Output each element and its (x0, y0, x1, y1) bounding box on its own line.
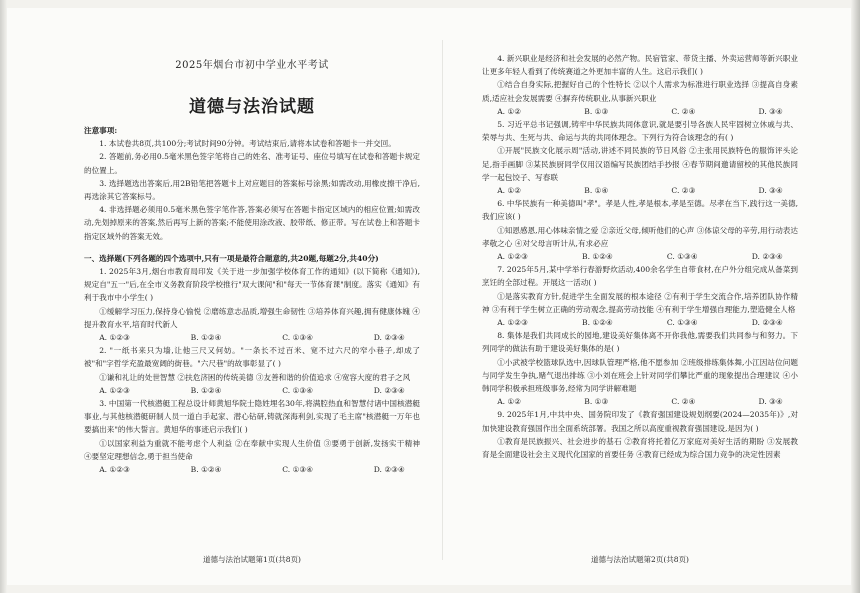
q4-option-d: D. ③④ (758, 106, 783, 116)
q1-points: ①缓解学习压力,保持身心愉悦 ②磨练意志品质,增强生命韧性 ③培养体育兴趣,拥有健康体魄 ④提升教育水平,培育时代新人 (84, 306, 420, 329)
q6-option-b: B. ①②④ (581, 252, 613, 262)
q7-option-b: B. ①②④ (581, 318, 613, 328)
q3-option-a: A. ①②③ (99, 465, 130, 475)
page-1 (84, 124, 420, 476)
q2-stem: 2. "一纸书来只为墙,让他三尺又何妨。"一条长不过百米、宽不过六尺的窄小巷子,却成了被"和"字哲学充盈最宽阔的街巷。"六尺巷"的故事彰显了( ) (84, 346, 420, 369)
scan-edge-left (0, 0, 7, 593)
q7-points: ①是落实教育方针,促进学生全面发展的根本途径 ②有利于学生交流合作,培养团队协作精神 ③有利于学生树立正确的劳动观念,提高劳动技能 ④有利于学生增强自理能力,塑造健全人格 (482, 291, 798, 314)
q4-options (482, 105, 798, 118)
q7-stem: 7. 2025年5月,某中学举行春游野炊活动,400余名学生自带食材,在户外分组完成从备菜到烹饪的全部过程。开展这一活动( ) (482, 265, 798, 288)
q6-option-c: C. ①③④ (666, 252, 698, 262)
page-1-footer: 道德与法治试题第1页(共8页) (203, 555, 301, 564)
q2-option-b: B. ①②④ (190, 385, 222, 395)
section-heading: 一、选择题(下列各题的四个选项中,只有一项是最符合题意的,共20题,每题2分,共40分) (84, 253, 379, 263)
notice-heading: 注意事项: (84, 126, 118, 135)
q5-option-d: D. ③④ (758, 186, 783, 196)
page-2-footer: 道德与法治试题第2页(共8页) (591, 555, 689, 564)
q2-option-a: A. ①②③ (99, 385, 130, 395)
q5-options (482, 184, 798, 197)
exam-title: 2025年烟台市初中学业水平考试 (175, 60, 329, 71)
q5-option-b: B. ①④ (584, 186, 609, 196)
scan-edge-right (851, 0, 860, 593)
page-2 (482, 52, 798, 461)
q8-options (482, 395, 798, 408)
q7-options (482, 316, 798, 329)
q7-option-d: D. ②③④ (751, 318, 783, 328)
q6-option-d: D. ②③④ (751, 252, 783, 262)
subject-title: 道德与法治试题 (189, 97, 315, 117)
q5-option-c: C. ②③ (671, 186, 696, 196)
q2-options (84, 384, 420, 397)
q8-stem: 8. 集体是我们共同成长的园地,建设美好集体离不开你我他,需要我们共同参与和努力。下列同学的做法有助于建设美好集体的是( ) (482, 331, 798, 354)
q3-option-c: C. ①③④ (282, 465, 314, 475)
q3-stem: 3. 中国第一代核潜艇工程总设计师黄旭华院士隐姓埋名30年,将满腔热血和智慧付诸中国核潜艇事业,与其他核潜艇研制人员一道白手起家、潜心钻研,铸就深海利剑,实现了毛主席"核潜艇一万年也要搞出来"的伟大誓言。黄旭华的事迹启示我们( ) (84, 399, 420, 435)
q8-option-c: C. ②④ (671, 397, 696, 407)
q3-option-d: D. ②③④ (373, 465, 405, 475)
q1-options (84, 331, 420, 344)
q1-stem: 1. 2025年3月,烟台市教育局印发《关于进一步加强学校体育工作的通知》(以下简称《通知》),规定自"五一"后,在全市义务教育阶段学校推行"双大课间"和"每天一节体育课"制度。落实《通知》有利于我市中小学生( ) (84, 267, 420, 303)
q1-option-d: D. ②③④ (373, 333, 405, 343)
q6-option-a: A. ①②③ (497, 252, 528, 262)
q4-option-b: B. ①③ (584, 106, 609, 116)
notice-4: 4. 非选择题必须用0.5毫米黑色签字笔作答,答案必须写在答题卡指定区域内的相应位置;如需改动,先划掉原来的答案,然后再写上新的答案;不能使用涂改液、胶带纸、修正带。写在试卷上和答题卡指定区域外的答案无效。 (84, 205, 420, 241)
q3-points: ①以国家利益为重就不能考虑个人利益 ②在奉献中实现人生价值 ③要勇于创新,发扬实干精神 ④要坚定理想信念,勇于担当使命 (84, 438, 420, 461)
q4-stem: 4. 新兴职业是经济和社会发展的必然产物。民宿管家、带货主播、外卖运营师等新兴职业让更多年轻人看到了传统赛道之外更加丰富的人生。这启示我们( ) (482, 54, 798, 77)
q7-option-a: A. ①②③ (497, 318, 528, 328)
q2-points: ①谦和礼让的处世智慧 ②扶危济困的传统美德 ③友善和谐的价值追求 ④宽容大度的君子之风 (99, 372, 411, 382)
q6-options (482, 250, 798, 263)
q1-option-b: B. ①②④ (190, 333, 222, 343)
q8-option-a: A. ①② (497, 397, 522, 407)
q2-option-d: D. ②③④ (373, 385, 405, 395)
q1-option-c: C. ①③④ (282, 333, 314, 343)
q5-stem: 5. 习近平总书记强调,铸牢中华民族共同体意识,就是要引导各族人民牢固树立休戚与共、荣辱与共、生死与共、命运与共的共同体理念。下列行为符合该理念的有( ) (482, 120, 798, 143)
q4-option-c: C. ②④ (671, 106, 696, 116)
q3-option-b: B. ①②④ (190, 465, 222, 475)
notice-3: 3. 选择题选出答案后,用2B铅笔把答题卡上对应题目的答案标号涂黑;如需改动,用橡皮擦干净后,再选涂其它答案标号。 (84, 178, 420, 202)
q9-stem: 9. 2025年1月,中共中央、国务院印发了《教育强国建设规划纲要(2024—2035年)》,对加快建设教育强国作出全面系统部署。我国之所以高度重视教育强国建设,是因为( ) (482, 410, 798, 433)
q8-option-d: D. ③④ (758, 397, 783, 407)
q8-option-b: B. ①③ (584, 397, 609, 407)
q5-points: ①开展"民族文化展示周"活动,讲述不同民族的节日风俗 ②主张用民族特色的服饰评头论足,指手画脚 ③某民族厨同学仅用汉语编写民族团结手抄报 ④春节期间邀请留校的其他民族同学一起包饺子、写春联 (482, 146, 798, 182)
q5-option-a: A. ①② (497, 186, 522, 196)
q1-option-a: A. ①②③ (99, 333, 130, 343)
q3-options (84, 463, 420, 476)
q9-points: ①教育是民族振兴、社会进步的基石 ②教育将托着亿万家庭对美好生活的期盼 ③发展教育是全面建设社会主义现代化国家的首要任务 ④教育已经成为综合国力竞争的决定性因素 (482, 436, 798, 460)
notice-1: 1. 本试卷共8页,共100分;考试时间90分钟。考试结束后,请将本试卷和答题卡一并交回。 (99, 139, 396, 149)
q4-option-a: A. ①② (497, 106, 522, 116)
notice-2: 2. 答题前,务必用0.5毫米黑色签字笔将自己的姓名、准考证号、座位号填写在试卷和答题卡规定的位置上。 (84, 152, 420, 175)
q2-option-c: C. ①③④ (282, 385, 314, 395)
q6-stem: 6. 中华民族有一种美德叫"孝"。孝是人性,孝是根本,孝是至德。尽孝在当下,践行这一美德,我们应该( ) (482, 199, 798, 222)
q8-points: ①小武被学校篮球队选中,因球队管理严格,他不愿参加 ②班级排练集体舞,小江因站位问题与同学发生争执,赌气退出排练 ③小刘在班会上针对同学们攀比严重的现象提出合理建议 ④小韩同学积极承担班级事务,经常为同学讲解难题 (482, 357, 798, 394)
q4-points: ①结合自身实际,把握好自己的个性特长 ②以个人需求为标准进行职业选择 ③提高自身素质,适应社会发展需要 ④摒弃传统职业,从事新兴职业 (482, 80, 798, 103)
q6-points: ①知恩感恩,用心体味亲情之爱 ②亲近父母,倾听他们的心声 ③体谅父母的辛劳,用行动表达孝敬之心 ④对父母言听计从,有求必应 (482, 225, 798, 248)
page-divider (442, 40, 443, 560)
q7-option-c: C. ①③④ (666, 318, 698, 328)
